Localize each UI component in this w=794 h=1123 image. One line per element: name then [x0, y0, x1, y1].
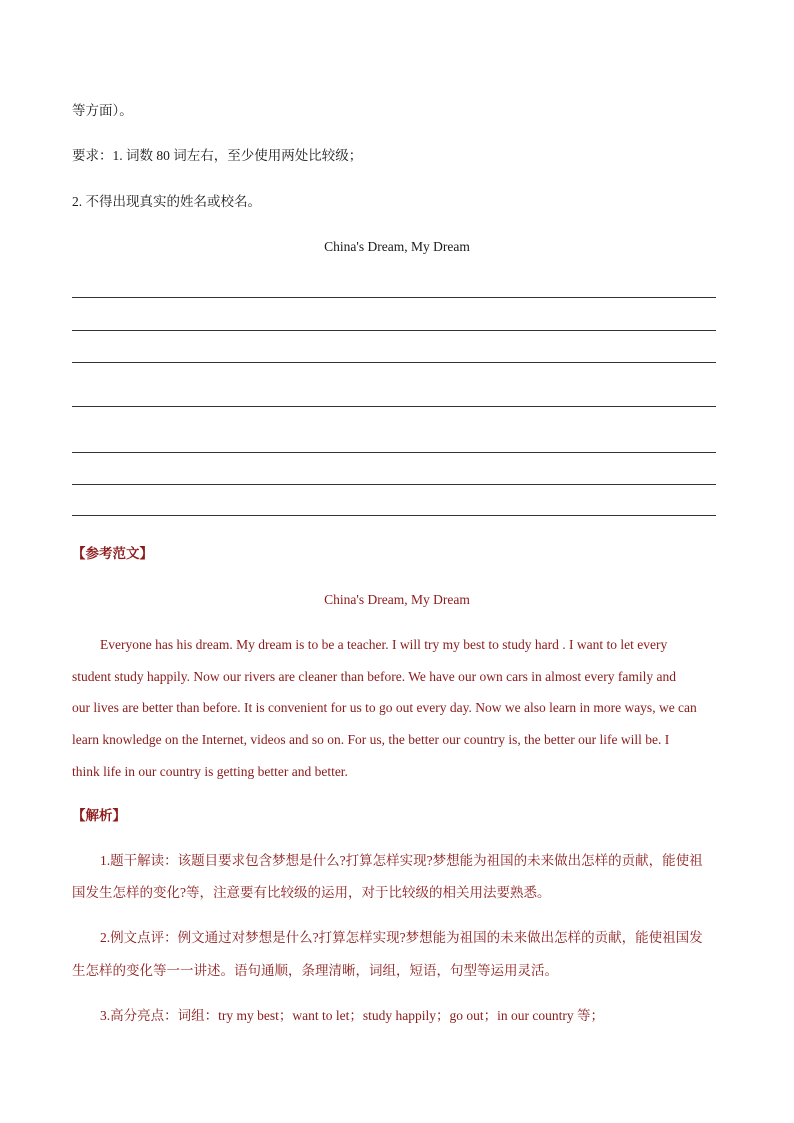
prompt-line-1: 等方面）。 [72, 103, 133, 118]
prompt-requirement-1: 要求：1. 词数 80 词左右，至少使用两处比较级； [72, 148, 363, 163]
prompt-requirement-2: 2. 不得出现真实的姓名或校名。 [72, 194, 261, 209]
reference-line-2: student study happily. Now our rivers are cleaner than before. We have our own cars in almost every family and [72, 669, 676, 684]
analysis-point-3-line-1: 3.高分亮点：词组：try my best；want to let；study happily；go out；in our country 等； [100, 1008, 604, 1023]
reference-line-4: learn knowledge on the Internet, videos and so on. For us, the better our country is, the better our life will be. I [72, 732, 670, 747]
analysis-point-1-line-2: 国发生怎样的变化?等，注意要有比较级的运用，对于比较级的相关用法要熟悉。 [72, 885, 551, 900]
answer-line-5 [72, 452, 716, 453]
answer-line-7 [72, 515, 716, 516]
answer-line-4 [72, 406, 716, 407]
reference-line-3: our lives are better than before. It is convenient for us to go out every day. Now we also learn in more ways, we can [72, 700, 697, 715]
reference-line-5: think life in our country is getting better and better. [72, 764, 348, 779]
analysis-point-1-line-1: 1.题干解读：该题目要求包含梦想是什么?打算怎样实现?梦想能为祖国的未来做出怎样的贡献，能使祖 [100, 853, 703, 868]
answer-line-3 [72, 362, 716, 363]
reference-line-1: Everyone has his dream. My dream is to be a teacher. I will try my best to study hard . I want to let every [100, 637, 668, 652]
reference-title: China's Dream, My Dream [324, 592, 470, 607]
answer-line-1 [72, 297, 716, 298]
essay-title: China's Dream, My Dream [324, 239, 470, 254]
reference-heading: 【参考范文】 [72, 546, 153, 561]
analysis-point-2-line-1: 2.例文点评：例文通过对梦想是什么?打算怎样实现?梦想能为祖国的未来做出怎样的贡献，能使祖国发 [100, 930, 703, 945]
analysis-heading: 【解析】 [72, 808, 126, 823]
analysis-point-2-line-2: 生怎样的变化等一一讲述。语句通顺，条理清晰，词组，短语，句型等运用灵活。 [72, 963, 558, 978]
answer-line-6 [72, 484, 716, 485]
answer-line-2 [72, 330, 716, 331]
